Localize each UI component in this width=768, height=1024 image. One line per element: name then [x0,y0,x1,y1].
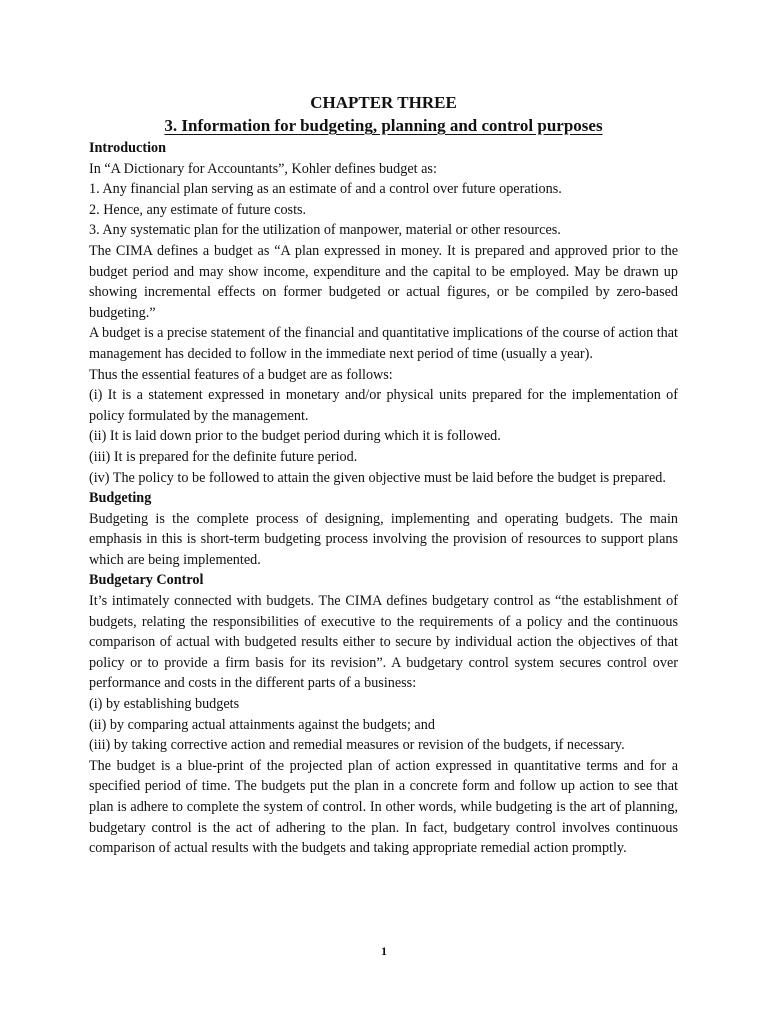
kohler-item-2: 2. Hence, any estimate of future costs. [89,201,307,218]
feature-item-4: (iv) The policy to be followed to attain the given objective must be laid before the budget is prepared. [89,469,666,486]
control-item-1: (i) by establishing budgets [89,696,240,713]
feature-item-3: (iii) It is prepared for the definite future period. [89,448,358,465]
budget-blueprint-text: The budget is a blue-print of the projected plan of action expressed in quantitative terms and for a specified period of time. The budgets put the plan in a concrete form and follow up action to see that plan is adhere to complete the system of control. In other words, while budgeting is the art of planning, budgetary control is the act of adhering to the plan. In fact, budgetary control involves continuous comparison of actual results with the budgets and taking appropriate remedial action promptly. [89,757,678,857]
budget-precise-statement: A budget is a precise statement of the financial and quantitative implications of the course of action that management has decided to follow in the immediate next period of time (usually a year). [89,325,678,362]
introduction-heading: Introduction [89,140,166,156]
feature-item-2: (ii) It is laid down prior to the budget period during which it is followed. [89,428,501,445]
feature-item-1: (i) It is a statement expressed in monetary and/or physical units prepared for the implementation of policy formulated by the management. [89,387,678,424]
chapter-title: CHAPTER THREE [310,93,457,112]
cima-budget-definition: The CIMA defines a budget as “A plan expressed in money. It is prepared and approved prior to the budget period and may show income, expenditure and the capital to be employed. May be drawn up showing incremental effects on former budgeted or actual figures, or be compiled by zero-based budgeting.” [89,242,678,321]
budgeting-text: Budgeting is the complete process of designing, implementing and operating budgets. The main emphasis in this is short-term budgeting process involving the provision of resources to support plans which are being implemented. [89,510,678,568]
budgeting-heading: Budgeting [89,490,152,507]
page-content [89,92,678,859]
control-item-2: (ii) by comparing actual attainments against the budgets; and [89,716,435,733]
features-intro: Thus the essential features of a budget are as follows: [89,366,393,383]
section-title: 3. Information for budgeting, planning and control purposes [164,116,603,135]
kohler-item-3: 3. Any systematic plan for the utilization of manpower, material or other resources. [89,222,561,239]
kohler-item-1: 1. Any financial plan serving as an estimate of and a control over future operations. [89,181,562,198]
page-number: 1 [381,944,387,958]
control-item-3: (iii) by taking corrective action and remedial measures or revision of the budgets, if necessary. [89,737,625,754]
kohler-intro: In “A Dictionary for Accountants”, Kohler defines budget as: [89,160,437,177]
budgetary-control-heading: Budgetary Control [89,572,204,589]
budgetary-control-definition: It’s intimately connected with budgets. The CIMA defines budgetary control as “the establishment of budgets, relating the responsibilities of executive to the requirements of a policy and the continuous comparison of actual with budgeted results either to secure by individual action the objectives of that policy or to provide a firm basis for its revision”. A budgetary control system secures control over performance and costs in the different parts of a business: [89,593,678,692]
